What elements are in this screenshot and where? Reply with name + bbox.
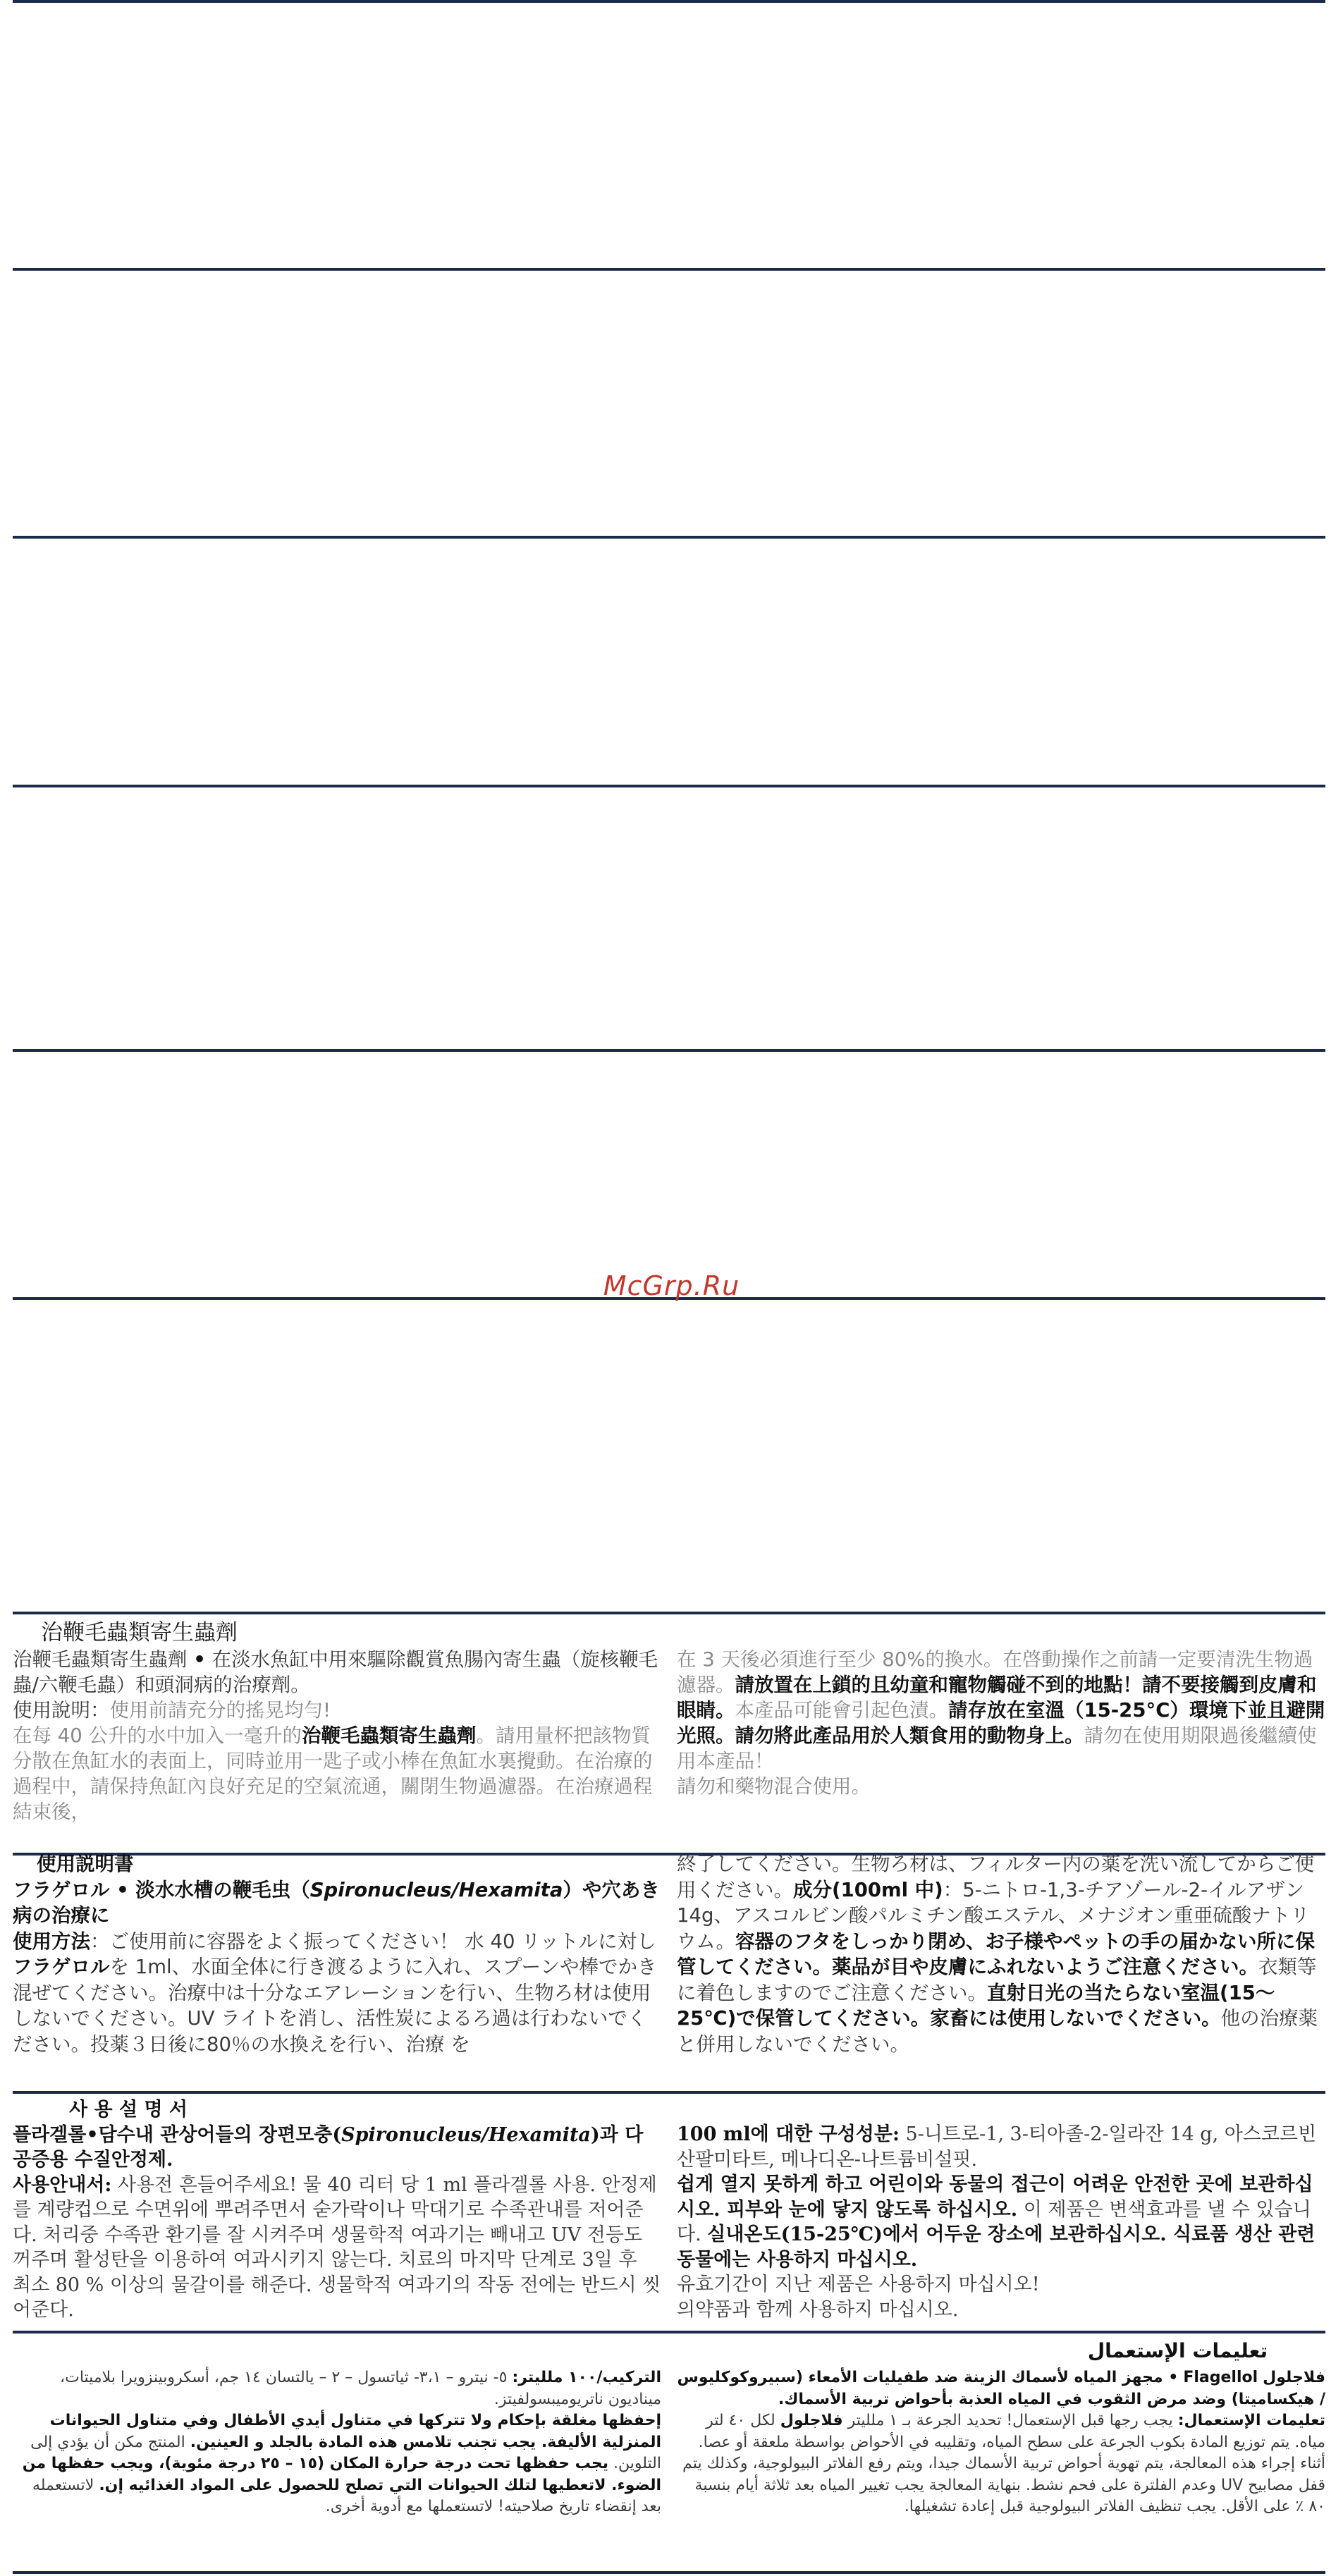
chinese-right-text: 在 3 天後必須進行至少 80%的換水。在啓動操作之前請一定要清洗生物過濾器。請放置在上鎖的且幼童和寵物觸碰不到的地點！請不要接觸到皮膚和眼睛。本產品可能會引起色漬。請存放在室溫（15-25°C）環境下並且避開光照。請勿將此產品用於人類食用的動物身上。請勿在使用期限過後繼續使用本產品！ 請勿和藥物混合使用。 [677,1648,1325,1798]
watermark[interactable]: McGrp.Ru [603,1270,740,1301]
arabic-usage: تعليمات الإستعمال: يجب رجها قبل الإستعمال! تحديد الجرعة بـ ١ ملليتر فلاجلول لكل ٤٠ لتر مياه. يتم توزيع المادة بكوب الجرعة على سطح المياه، وتقليبه في الأحواض بواسطة ملعقة أو عصا. أثناء إجراء هذه المعالجة، يتم تهوية أحواض تربية الأسماك جيدا، ويتم رفع الفلاتر البيولوجية، وكذلك يتم قفل مصابيح UV وعدم الفلترة على فحم نشط. بنهاية المعالجة يجب تغيير المياه بعد ثلاثة أيام بنسبة ٨٠ ٪ على الأقل. يجب تنظيف الفلاتر البيولوجية قبل إعادة تشغيلها. [682,2412,1325,2515]
chinese-usage: 使用說明：使用前請充分的搖晃均勻! [13,1699,331,1722]
japanese-usage: 使用方法：ご使用前に容器をよく振ってください！ 水 40 リットルに対しフラゲロルを 1ml、水面全体に行き渡るように入れ、スプーンや棒でかき混ぜてください。治療中は十分なエアレーションを行い、生物ろ材は使用しないでください。UV ライトを消し、活性炭によるろ過は行わないでください。投薬３日後に80％の水換えを行い、治療 を [13,1930,657,2056]
divider-rule [13,1049,1325,1052]
japanese-intro: フラゲロル • 淡水水槽の鞭毛虫（Spironucleus/Hexamita）や穴あき病の治療に [13,1878,660,1927]
korean-intro: 플라겔롤•담수내 관상어들의 장편모충(Spironucleus/Hexamita)과 다공증용 수질안정제. [13,2123,644,2171]
arabic-left-column [13,2367,661,2518]
korean-right-column [677,2122,1325,2322]
chinese-dose: 在每 40 公升的水中加入一毫升的治鞭毛蟲類寄生蟲劑。請用量杯把該物質分散在魚缸水的表面上，同時並用一匙子或小棒在魚缸水裏攪動。在治療的過程中，請保持魚缸內良好充足的空氣流通，關閉生物過濾器。在治療過程結束後， [13,1724,653,1823]
korean-right-text: 100 ml에 대한 구성성분: 5-니트로-1, 3-티아졸-2-일라잔 14 g, 아스코르빈산팔미타트, 메나디온-나트륨비설핏. 쉽게 열지 못하게 하고 어린이와 동물의 접근이 어려운 안전한 곳에 보관하십시오. 피부와 눈에 닿지 않도록 하십시오. 이 제품은 변색효과를 낼 수 있습니다. 실내온도(15-25℃)에서 어두운 장소에 보관하십시오. 식료품 생산 관련 동물에는 사용하지 마십시오. 유효기간이 지난 제품은 사용하지 마십시오! 의약품과 함께 사용하지 마십시오. [677,2123,1317,2321]
japanese-left-column [13,1851,661,2057]
divider-rule [13,2571,1325,2574]
divider-rule [13,2091,1325,2094]
divider-rule [13,785,1325,787]
chinese-left-column [13,1647,661,1824]
divider-rule [13,0,1325,3]
chinese-title: 治鞭毛蟲類寄生蟲劑 [41,1620,238,1645]
arabic-intro: فلاجلول Flagellol • مجهز المياه لأسماك الزينة ضد طفيليات الأمعاء (سبيروكوكليوس / هيكساميتا) وضد مرض الثقوب في المياه العذبة بأحواض تربية الأسماك. [677,2369,1325,2408]
korean-left-column [13,2097,661,2323]
divider-rule [13,2331,1325,2333]
arabic-composition: التركيب/١٠٠ ملليتر: ٥- نيترو – ٣،١- ثياتسول – ٢ – يالتسان ١٤ جم، أسكروبينزويرا بلاميتات، ميناديون ناتريوميبسولفيتز. [60,2369,661,2408]
korean-title: 사 용 설 명 서 [69,2099,188,2121]
divider-rule [13,536,1325,539]
divider-rule [13,1612,1325,1614]
chinese-right-column [677,1647,1325,1799]
divider-rule [13,268,1325,271]
arabic-warnings: إحفظها مغلقة بإحكام ولا تتركها في متناول أيدي الأطفال وفي متناول الحيوانات المنزلية الأليفة. يجب تجنب تلامس هذه المادة بالجلد و العينين. المنتج مكن أن يؤدي إلى التلوين. يجب حفظها تحت درجة حرارة المكان (١٥ – ٢٥ درجة مئوية)، ويجب حفظها من الضوء. لاتعطيها لتلك الحيوانات التي تصلح للحصول على المواد الغذائيه إن. لاتستعمله بعد إنقضاء تاريخ صلاحيته! لاتستعملها مع أدوية أخرى. [22,2412,661,2515]
section-chinese [13,1619,1325,1823]
section-arabic [13,2336,1325,2515]
japanese-right-column [677,1851,1325,2057]
japanese-title: 使用説明書 [37,1853,134,1875]
arabic-title: تعليمات الإستعمال [1087,2339,1268,2362]
korean-usage: 사용안내서: 사용전 흔들어주세요! 물 40 리터 당 1 ml 플라겔롤 사용. 안정제를 계량컵으로 수면위에 뿌려주면서 숟가락이나 막대기로 수족관내를 저어준다. 처리중 수족관 환기를 잘 시켜주며 생물학적 여과기는 빼내고 UV 전등도 꺼주며 활성탄을 이용하여 여과시키지 않는다. 치료의 마지막 단계로 3일 후 최소 80 % 이상의 물갈이를 해준다. 생물학적 여과기의 작동 전에는 반드시 씻어준다. [13,2173,661,2321]
japanese-right-text: 終了してください。生物ろ材は、フィルター内の薬を洗い流してからご使用ください。成分(100ml 中)：5-ニトロ-1,3-チアゾール-2-イルアザン 14g、アスコルビン酸パルミチン酸エステル、メナジオン重亜硫酸ナトリウム。容器のフタをしっかり閉め、お子様やペットの手の届かない所に保管してください。薬品が目や皮膚にふれないようご注意ください。衣類等に着色しますのでご注意ください。直射日光の当たらない室温(15～25℃)で保管してください。家畜には使用しないでください。他の治療薬と併用しないでください。 [677,1853,1318,2056]
arabic-right-column [677,2367,1325,2518]
chinese-intro: 治鞭毛蟲類寄生蟲劑 • 在淡水魚缸中用來驅除觀賞魚腸內寄生蟲（旋核鞭毛蟲/六鞭毛蟲）和頭洞病的治療劑。 [13,1648,658,1696]
